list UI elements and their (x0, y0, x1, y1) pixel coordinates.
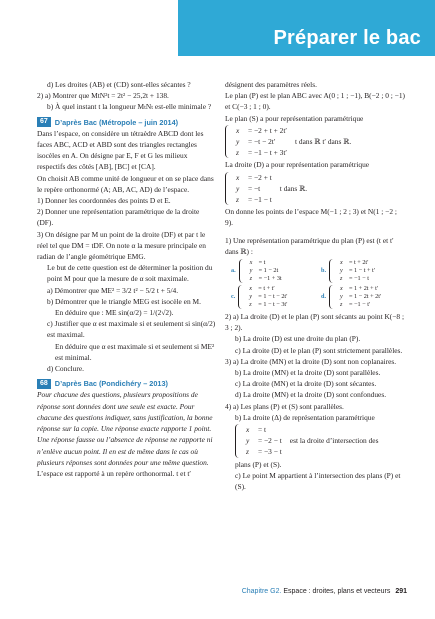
question-2a: 2) a) Montrer que MtN²t = 2t² − 25,2t + 138. (37, 91, 169, 101)
line-d-system: x = −2 + t y = −t z = −1 − t t dans ℝ. (225, 171, 405, 207)
question-1: 1) Une représentation paramétrique du plan (P) est (t et t′ dans ℝ) : (225, 235, 394, 256)
question-1d: d) Les droites (AB) et (CD) sont-elles sécantes ? (47, 80, 191, 89)
exercise-67-q3d: d) Conclure. (47, 364, 84, 374)
page-number: 291 (395, 588, 407, 595)
page-footer (242, 588, 407, 595)
option-b: b. x = t + 2t′ y = 1 − t + t′ z = −1 − t (321, 259, 376, 283)
question-4a: 4) a) Les plans (P) et (S) sont parallèles. (225, 401, 344, 411)
question-4b-2: plans (P) et (S). (235, 459, 282, 469)
exercise-67-q1: 1) Donner les coordonnées des points D et E. (37, 196, 171, 206)
exercise-67-q3c: c) Justifier que α est maximale si et seulement si sin(α/2) est maximal. (47, 319, 216, 340)
exercise-title: D’après Bac (Métropole – juin 2014) (54, 117, 179, 127)
line-d-intro: La droite (D) a pour représentation paramétrique (225, 160, 370, 170)
exercise-67-intro: Dans l’espace, on considère un tétraèdre ABCD dont les faces ABC, ACD et ABD sont des triangles rectangles isocèles en A. On désigne par E, F et G les milieux respectifs des côtés [AB], [BC] et [CA]. (37, 128, 204, 172)
exercise-67-q3b-2: En déduire que : ME sin(α/2) = 1/(2√2). (55, 308, 174, 318)
exercise-67-q3-goal: Le but de cette question est de déterminer la position du point M pour que la mesure de α soit maximale. (47, 263, 213, 284)
exercise-68-intro: L’espace est rapporté à un repère orthonormal. t et t′ (37, 468, 192, 478)
exercise-67-q2: 2) Donner une représentation paramétrique de la droite (DF). (37, 207, 200, 228)
exercise-68-instructions: Pour chacune des questions, plusieurs propositions de réponse sont données dont une seule est exacte. Pour chacune des questions indiquer, sans justification, la bonne réponse sur la copie. Une réponse exacte rapporte 1 point. (37, 390, 213, 434)
question-2a: 2) a) La droite (D) et le plan (P) sont sécants au point K(−8 ; 3 ; 2). (225, 312, 405, 333)
question-2c: c) La droite (D) et le plan (P) sont strictement parallèles. (235, 345, 403, 355)
header-banner (178, 0, 435, 56)
exercise-67-frame: On choisit AB comme unité de longueur et on se place dans le repère orthonormé (A; AB, AC, AD) de l’espace. (37, 173, 214, 194)
question-4c: c) Le point M appartient à l’intersection des plans (P) et (S). (235, 470, 401, 492)
banner-title: Préparer le bac (273, 27, 421, 49)
exercise-number: 67 (37, 117, 51, 127)
question-4b: b) La droite (Δ) de représentation paramétrique (235, 412, 375, 422)
question-3c: c) La droite (MN) et la droite (D) sont sécantes. (235, 379, 377, 389)
option-a: a. x = t y = 1 − 2t z = −1 + 3t (231, 259, 282, 283)
chapter-label: Chapitre G2. (241, 588, 282, 595)
line-delta-system: x = t y = −2 − t z = −3 − t est la droite d’intersection des (225, 423, 405, 459)
points-m-n: On donne les points de l’espace M(−1 ; 2 ; 3) et N(1 ; −2 ; 9). (225, 207, 397, 228)
question-3b: b) La droite (MN) et la droite (D) sont parallèles. (235, 368, 381, 378)
exercise-67-q3a: a) Démontrer que ME² = 3/2 t² − 5/2 t + 5/4. (47, 285, 179, 295)
exercise-title: D’après Bac (Pondichéry – 2013) (54, 379, 168, 389)
exercise-67-q3: 3) On désigne par M un point de la droite (DF) et par t le réel tel que DM = tDF. On note α la mesure principale en radian de l’angle géométrique EMG. (37, 229, 206, 262)
exercise-68-header (37, 378, 217, 389)
plane-s-intro: Le plan (S) a pour représentation paramétrique (225, 113, 364, 123)
plane-s-system: x = −2 + t + 2t′ y = −t − 2t′ z = −1 − t + 3t′ t dans ℝ t′ dans ℝ. (225, 124, 405, 160)
right-column (225, 79, 405, 492)
chapter-subject: Espace : droites, plans et vecteurs (283, 588, 391, 595)
exercise-number: 68 (37, 379, 51, 389)
question-2b: b) À quel instant t la longueur MₜNₜ est-elle minimale ? (47, 102, 212, 112)
exercise-67-q3b: b) Démontrer que le triangle MEG est isocèle en M. (47, 296, 201, 306)
exercise-67-header (37, 117, 217, 128)
left-column (37, 79, 217, 479)
question-3d: d) La droite (MN) et la droite (D) sont confondues. (235, 390, 387, 400)
question-2b: b) La droite (D) est une droite du plan (P). (235, 334, 361, 344)
exercise-68-instructions-2: Une réponse fausse ou l’absence de réponse ne rapporte ni n’enlève aucun point. Il en est de même dans le cas où plusieurs réponses sont données pour une même question. (37, 435, 213, 467)
option-d: d. x = 1 + 2t + t′ y = 1 − 2t + 2t′ z = −1 − t′ (321, 285, 382, 309)
exercise-67-q3c-2: En déduire que α est maximale si et seulement si ME² est minimal. (55, 341, 215, 362)
answer-options (231, 259, 405, 309)
text-line: désignent des paramètres réels. (225, 80, 317, 89)
option-c: c. x = t + t′ y = 1 − t − 2t′ z = 1 − t − 3t′ (231, 285, 288, 309)
plane-p-definition: Le plan (P) est le plan ABC avec A(0 ; 1 ; −1), B(−2 ; 0 ; −1) et C(−3 ; 1 ; 0). (225, 91, 405, 112)
question-3a: 3) a) La droite (MN) et la droite (D) sont non coplanaires. (225, 356, 397, 366)
